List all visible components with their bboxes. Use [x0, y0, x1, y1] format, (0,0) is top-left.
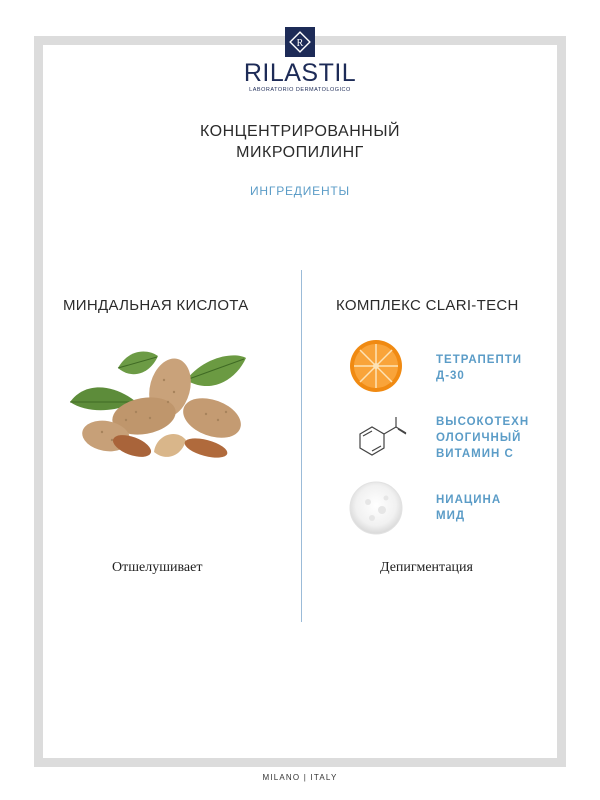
footer-separator: |: [303, 773, 308, 782]
ingredient-tetrapeptide: [436, 352, 546, 384]
product-title-line-1: КОНЦЕНТРИРОВАННЫЙ: [200, 123, 400, 140]
product-title-line-2: МИКРОПИЛИНГ: [236, 144, 364, 161]
ingredient-3-line-1: НИАЦИНА: [436, 494, 502, 506]
ingredients-section-label: ИНГРЕДИЕНТЫ: [250, 184, 350, 198]
column-divider: [301, 270, 302, 622]
orange-slice-icon: [348, 338, 404, 394]
ingredient-2-line-3: ВИТАМИН С: [436, 448, 514, 460]
brand-logo-icon: [285, 27, 315, 57]
product-title: [0, 121, 600, 163]
footer-country: ITALY: [310, 773, 338, 782]
ingredient-1-line-1: ТЕТРАПЕПТИ: [436, 354, 523, 366]
molecule-structure-icon: [346, 414, 410, 466]
ingredient-3-line-2: МИД: [436, 510, 466, 522]
svg-text:R: R: [296, 38, 304, 49]
ingredient-vitamin-c: [436, 414, 546, 462]
left-column-heading: МИНДАЛЬНАЯ КИСЛОТА: [63, 297, 249, 314]
footer-location: [0, 773, 600, 782]
right-column-caption: Депигментация: [380, 560, 473, 575]
ingredient-2-line-1: ВЫСОКОТЕХН: [436, 416, 530, 428]
brand-tagline: LABORATORIO DERMATOLOGICO: [249, 87, 351, 93]
brand-name: RILASTIL: [243, 59, 357, 87]
ingredient-niacinamide: [436, 492, 546, 524]
white-powder-icon: [348, 480, 404, 536]
ingredient-2-line-2: ОЛОГИЧНЫЙ: [436, 432, 522, 444]
right-column-heading: КОМПЛЕКС CLARI-TECH: [336, 297, 519, 314]
ingredient-1-line-2: Д-30: [436, 370, 465, 382]
almonds-image: [66, 340, 250, 470]
left-column-caption: Отшелушивает: [112, 560, 203, 575]
footer-city: MILANO: [262, 773, 301, 782]
